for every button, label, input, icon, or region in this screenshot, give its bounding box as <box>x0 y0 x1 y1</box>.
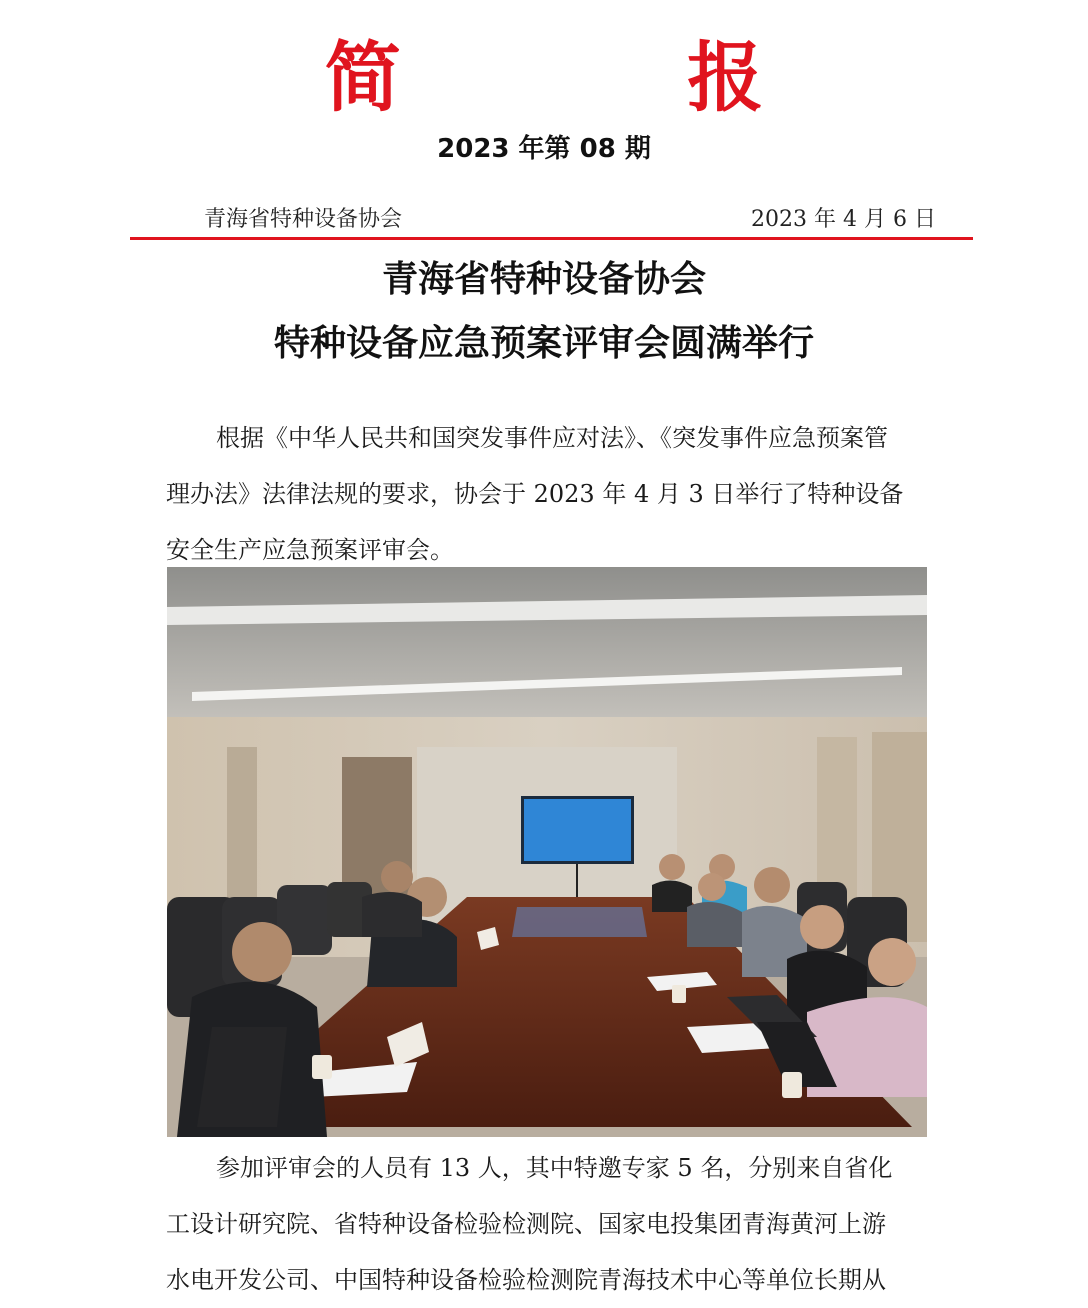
issue-number: 2023 年第 08 期 <box>437 134 651 164</box>
red-divider-rule <box>130 237 973 240</box>
paragraph-line: 安全生产应急预案评审会。 <box>166 536 454 564</box>
paragraph-line: 理办法》法律法规的要求，协会于 2023 年 4 月 3 日举行了特种设备 <box>166 480 904 508</box>
paragraph-line: 参加评审会的人员有 13 人，其中特邀专家 5 名，分别来自省化 <box>216 1154 893 1182</box>
meeting-photo <box>167 567 927 1137</box>
presentation-screen <box>524 799 631 861</box>
headline-line-2: 特种设备应急预案评审会圆满举行 <box>273 323 814 364</box>
paragraph-line: 水电开发公司、中国特种设备检验检测院青海技术中心等单位长期从 <box>166 1266 886 1294</box>
headline-line-1: 青海省特种设备协会 <box>381 259 706 300</box>
masthead-title: 简 报 <box>324 33 894 122</box>
paragraph-line: 工设计研究院、省特种设备检验检测院、国家电投集团青海黄河上游 <box>166 1210 886 1238</box>
issuing-organization: 青海省特种设备协会 <box>204 207 403 232</box>
paragraph-attendees <box>166 1140 926 1308</box>
issue-date: 2023 年 4 月 6 日 <box>751 207 936 232</box>
paragraph-line: 根据《中华人民共和国突发事件应对法》、《突发事件应急预案管 <box>216 424 888 452</box>
paragraph-intro <box>166 410 926 578</box>
